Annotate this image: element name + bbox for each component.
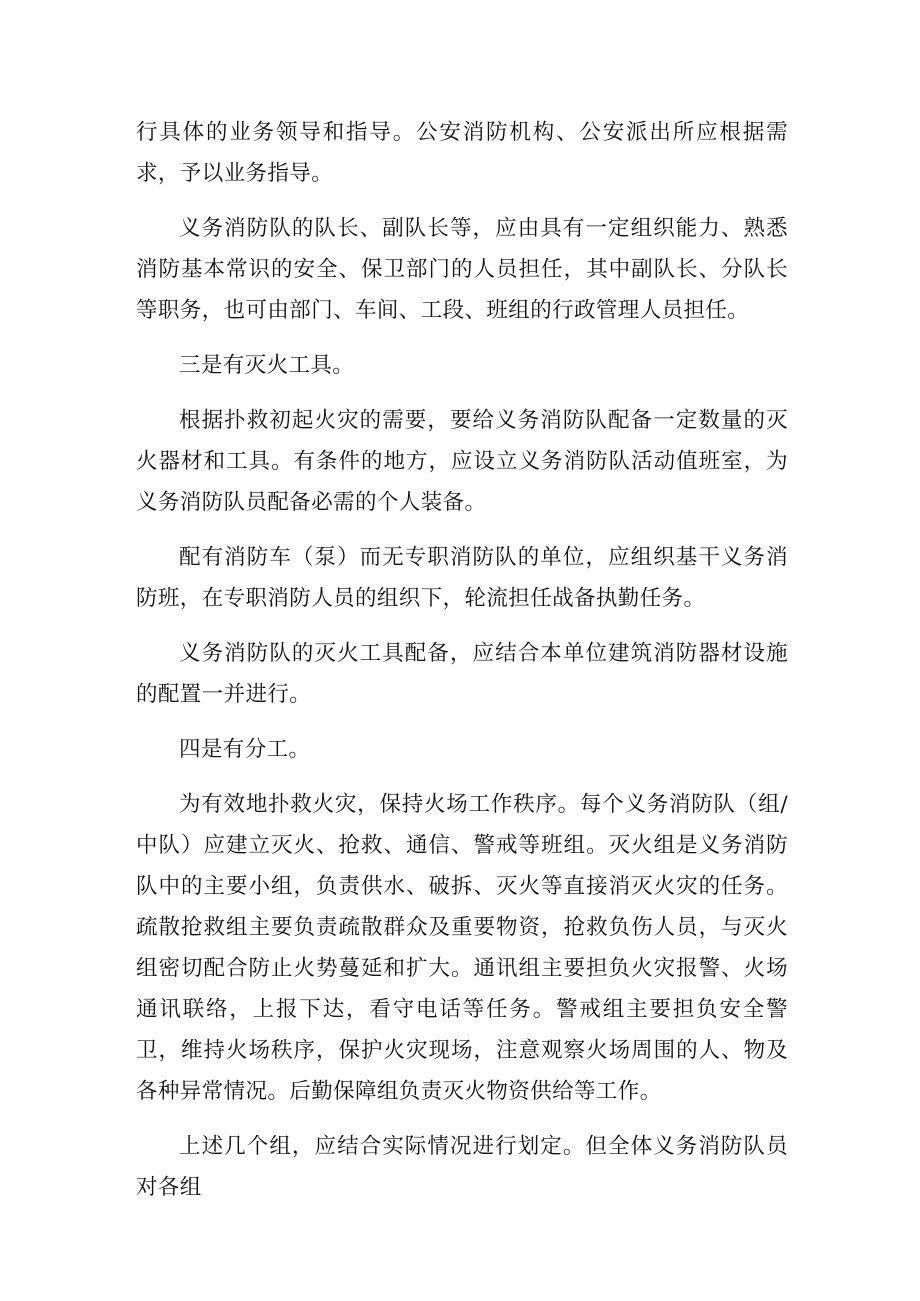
paragraph-group-assignment: 上述几个组，应结合实际情况进行划定。但全体义务消防队员对各组	[136, 1134, 788, 1200]
paragraph-team-leaders: 义务消防队的队长、副队长等，应由具有一定组织能力、熟悉消防基本常识的安全、保卫部门的人员担任，其中副队长、分队长等职务，也可由部门、车间、工段、班组的行政管理人员担任。	[136, 216, 788, 323]
paragraph-fire-truck: 配有消防车（泵）而无专职消防队的单位，应组织基干义务消防班，在专职消防人员的组织下，轮流担任战备执勤任务。	[136, 545, 788, 611]
paragraph-equipment: 根据扑救初起火灾的需要，要给义务消防队配备一定数量的灭火器材和工具。有条件的地方，应设立义务消防队活动值班室，为义务消防队员配备必需的个人装备。	[136, 408, 788, 515]
section-heading-division: 四是有分工。	[179, 737, 311, 762]
paragraph-continuation: 行具体的业务领导和指导。公安消防机构、公安派出所应根据需求，予以业务指导。	[136, 120, 788, 186]
paragraph-groups: 为有效地扑救火灾，保持火场工作秩序。每个义务消防队（组/中队）应建立灭火、抢救、通信、警戒等班组。灭火组是义务消防队中的主要小组，负责供水、破拆、灭火等直接消灭火灾的任务。疏散抢救组主要负责疏散群众及重要物资，抢救负伤人员，与灭火组密切配合防止火势蔓延和扩大。通讯组主要担负火灾报警、火场通讯联络，上报下达，看守电话等任务。警戒组主要担负安全警卫，维持火场秩序，保护火灾现场，注意观察火场周围的人、物及各种异常情况。后勤保障组负责灭火物资供给等工作。	[136, 792, 788, 1104]
document-body	[136, 112, 788, 1222]
section-heading-tools: 三是有灭火工具。	[179, 353, 355, 378]
paragraph-tool-config: 义务消防队的灭火工具配备，应结合本单位建筑消防器材设施的配置一并进行。	[136, 641, 788, 707]
